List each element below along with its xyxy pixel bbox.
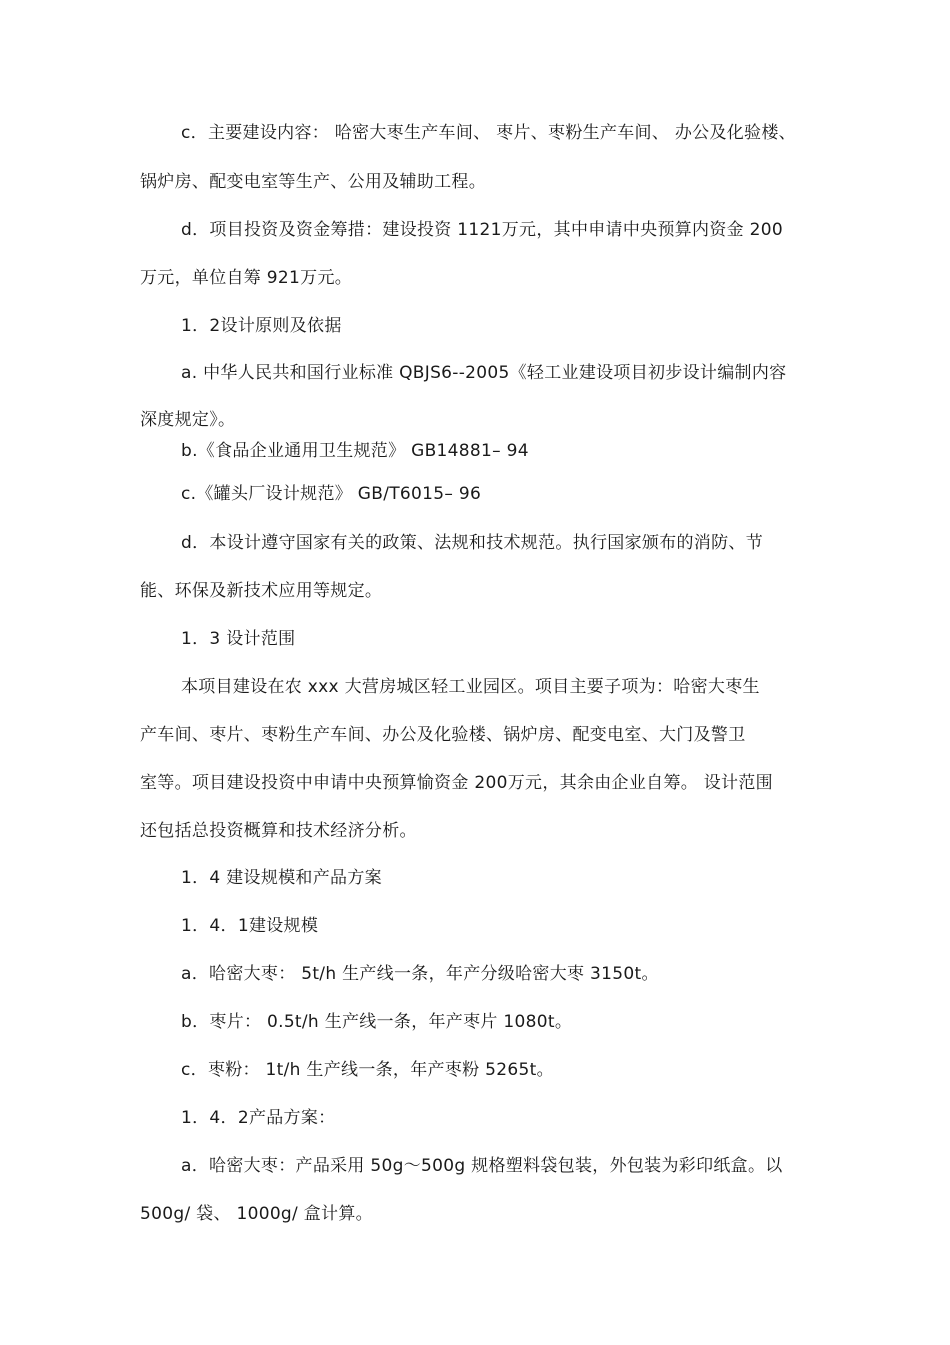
text-line: a．哈密大枣：产品采用 50g～500g 规格塑料袋包装，外包装为彩印纸盒。以 xyxy=(181,1156,783,1176)
text-line: 深度规定》。 xyxy=(140,410,236,430)
text-line: b．枣片： 0.5t/h 生产线一条，年产枣片 1080t。 xyxy=(181,1012,573,1032)
text-line: c.《罐头厂设计规范》 GB/T6015– 96 xyxy=(181,484,482,504)
text-line: b.《食品企业通用卫生规范》 GB14881– 94 xyxy=(181,441,529,461)
text-line: c．枣粉： 1t/h 生产线一条，年产枣粉 5265t。 xyxy=(181,1060,554,1080)
text-line: d．项目投资及资金筹措：建设投资 1121万元，其中申请中央预算内资金 200 xyxy=(181,220,784,240)
section-heading: 1．4．2产品方案： xyxy=(181,1108,336,1128)
text-line: 能、环保及新技术应用等规定。 xyxy=(140,581,383,601)
text-line: d．本设计遵守国家有关的政策、法规和技术规范。执行国家颁布的消防、节 xyxy=(181,533,763,553)
text-line: 产车间、枣片、枣粉生产车间、办公及化验楼、锅炉房、配变电室、大门及警卫 xyxy=(140,725,746,745)
text-line: a．哈密大枣： 5t/h 生产线一条，年产分级哈密大枣 3150t。 xyxy=(181,964,659,984)
text-line: 锅炉房、配变电室等生产、公用及辅助工程。 xyxy=(140,172,486,192)
text-line: c．主要建设内容： 哈密大枣生产车间、 枣片、枣粉生产车间、 办公及化验楼、 xyxy=(181,123,796,143)
section-heading: 1．4．1建设规模 xyxy=(181,916,319,936)
text-line: 500g/ 袋、 1000g/ 盒计算。 xyxy=(140,1204,373,1224)
text-line: a. 中华人民共和国行业标准 QBJS6--2005《轻工业建设项目初步设计编制内容 xyxy=(181,363,787,383)
text-line: 室等。项目建设投资中申请中央预算愉资金 200万元，其余由企业自筹。 设计范围 xyxy=(140,773,773,793)
section-heading: 1．4 建设规模和产品方案 xyxy=(181,868,382,888)
text-line: 本项目建设在农 xxx 大营房城区轻工业园区。项目主要子项为：哈密大枣生 xyxy=(181,677,760,697)
text-line: 万元，单位自筹 921万元。 xyxy=(140,268,353,288)
text-line: 还包括总投资概算和技术经济分析。 xyxy=(140,821,417,841)
section-heading: 1．3 设计范围 xyxy=(181,629,296,649)
section-heading: 1．2设计原则及依据 xyxy=(181,316,342,336)
